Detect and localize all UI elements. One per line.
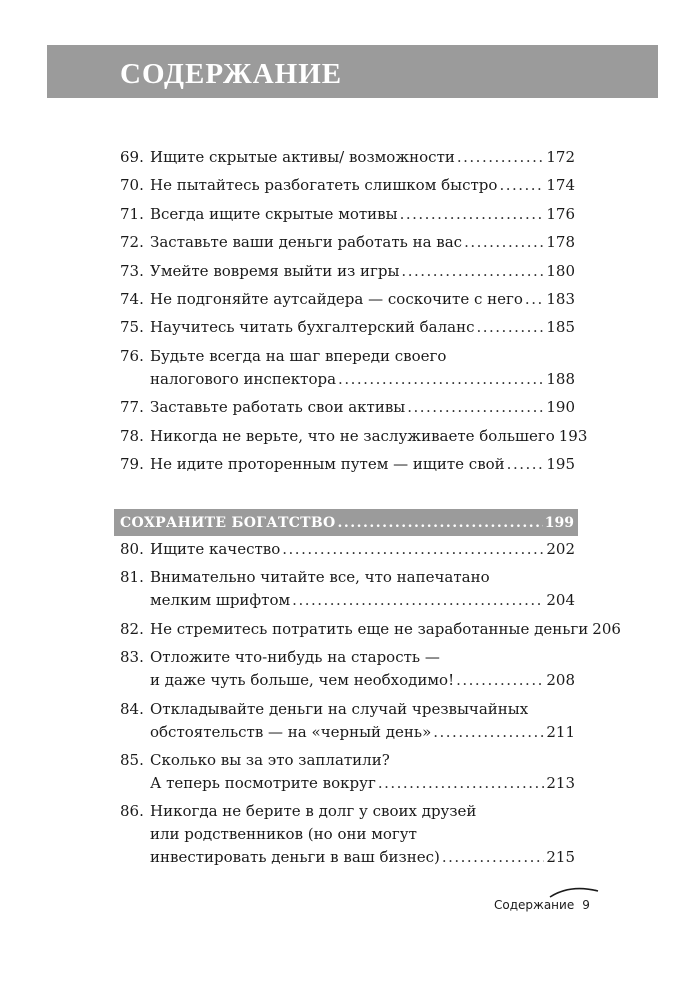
page-footer — [494, 898, 590, 912]
dot-leader — [456, 669, 544, 692]
toc-entry-number: 83. — [120, 648, 144, 667]
toc-entry — [120, 316, 575, 339]
toc-entry-page: 185 — [546, 318, 575, 337]
toc-entry-title: Ищите качество — [150, 540, 281, 558]
toc-entry-title: Откладывайте деньги на случай чрезвычайных — [150, 699, 529, 718]
toc-entry — [120, 800, 575, 869]
toc-entry — [120, 288, 575, 311]
toc-entry-title: Всегда ищите скрытые мотивы — [150, 204, 398, 223]
toc-entry-number: 71. — [120, 204, 144, 223]
page-number: 9 — [582, 898, 590, 912]
toc-entry-page: 174 — [546, 176, 575, 195]
toc-list-part1 — [120, 146, 588, 476]
toc-entry — [120, 749, 575, 795]
toc-entry-title: Будьте всегда на шаг впереди своего — [150, 346, 447, 365]
footer-label: Содержание — [494, 898, 575, 912]
toc-entry-title: Не пытайтесь разбогатеть слишком быстро — [150, 176, 498, 195]
toc-entry — [120, 618, 621, 641]
dot-leader — [464, 231, 544, 254]
toc-entry-number: 82. — [120, 619, 144, 638]
toc-entry-title: и даже чуть больше, чем необходимо! — [150, 671, 455, 690]
toc-entry-number: 75. — [120, 318, 144, 337]
toc-entry-title: Не стремитесь потратить еще не заработанные деньги — [150, 619, 589, 638]
toc-entry-number: 84. — [120, 699, 144, 718]
toc-entry-number: 70. — [120, 176, 144, 195]
toc-entry — [120, 231, 575, 254]
toc-entry — [120, 146, 575, 169]
dot-leader — [507, 453, 545, 476]
toc-entry-number: 80. — [120, 540, 144, 558]
toc-entry-number: 73. — [120, 261, 144, 280]
toc-entry — [120, 538, 575, 561]
dot-leader — [457, 146, 544, 169]
toc-entry-page: 178 — [546, 233, 575, 252]
toc-entry-number: 72. — [120, 233, 144, 252]
toc-entry-number: 77. — [120, 398, 144, 417]
dot-leader — [525, 288, 544, 311]
toc-entry-page: 208 — [546, 671, 575, 690]
toc-entry-title: Заставьте ваши деньги работать на вас — [150, 233, 463, 252]
dot-leader — [433, 721, 544, 744]
section-leader — [337, 515, 542, 531]
toc-entry-page: 180 — [546, 261, 575, 280]
toc-entry-page: 172 — [546, 148, 575, 166]
toc-entry-page: 211 — [546, 722, 575, 741]
dot-leader — [338, 368, 544, 391]
dot-leader — [476, 316, 544, 339]
toc-entry-number: 86. — [120, 802, 144, 821]
toc-entry-number: 76. — [120, 346, 144, 365]
toc-entry — [120, 566, 575, 612]
toc-entry — [120, 425, 588, 448]
toc-entry-number: 78. — [120, 426, 144, 445]
toc-entry-title: Никогда не верьте, что не заслуживаете большего — [150, 426, 555, 445]
toc-entry-title: Отложите что-нибудь на старость — — [150, 648, 440, 667]
toc-entry-number: 69. — [120, 148, 144, 166]
toc-entry-number: 79. — [120, 454, 144, 473]
section-title: СОХРАНИТЕ БОГАТСТВО — [120, 514, 336, 531]
dot-leader — [400, 203, 545, 226]
toc-entry-page: 213 — [546, 773, 575, 792]
page-title: СОДЕРЖАНИЕ — [120, 58, 343, 90]
toc-entry-page: 183 — [546, 289, 575, 308]
toc-entry-title: Не идите проторенным путем — ищите свой — [150, 454, 505, 473]
toc-entry-page: 193 — [558, 426, 588, 445]
toc-entry-title: мелким шрифтом — [150, 591, 291, 610]
toc-entry-title: налогового инспектора — [150, 369, 337, 388]
dot-leader — [378, 772, 545, 795]
toc-entry-number: 81. — [120, 568, 144, 587]
toc-entry-title: А теперь посмотрите вокруг — [150, 773, 376, 792]
section-page: 199 — [544, 514, 574, 531]
toc-entry-title: Научитесь читать бухгалтерский баланс — [150, 318, 475, 337]
toc-entry-title: Внимательно читайте все, что напечатано — [150, 568, 490, 587]
toc-entry — [120, 646, 575, 692]
toc-entry-page: 215 — [546, 848, 575, 867]
toc-entry-page: 190 — [546, 398, 575, 417]
dot-leader — [499, 174, 544, 197]
toc-entry-title: Никогда не берите в долг у своих друзей — [150, 802, 477, 821]
toc-entry-title: Не подгоняйте аутсайдера — соскочите с него — [150, 289, 523, 308]
toc-entry-page: 204 — [546, 591, 575, 610]
toc-entry — [120, 260, 575, 283]
toc-entry-page: 206 — [592, 619, 621, 638]
toc-entry-number: 85. — [120, 750, 144, 769]
dot-leader — [282, 538, 544, 561]
toc-entry-title: или родственников (но они могут — [150, 825, 417, 844]
toc-entry-page: 188 — [546, 369, 575, 388]
toc-entry — [120, 345, 575, 391]
toc-list-part2 — [120, 538, 621, 869]
toc-entry — [120, 203, 575, 226]
toc-entry-title: Ищите скрытые активы/ возможности — [150, 148, 455, 166]
toc-entry-page: 202 — [546, 540, 575, 558]
dot-leader — [401, 260, 544, 283]
toc-entry — [120, 453, 575, 476]
toc-entry — [120, 698, 575, 744]
toc-entry-title: инвестировать деньги в ваш бизнес) — [150, 848, 440, 867]
dot-leader — [407, 396, 544, 419]
toc-entry-title: обстоятельств — на «черный день» — [150, 722, 432, 741]
toc-entry-page: 195 — [546, 454, 575, 473]
toc-entry — [120, 396, 575, 419]
toc-entry-title: Заставьте работать свои активы — [150, 398, 406, 417]
toc-entry — [120, 174, 575, 197]
footer-arc-ornament — [548, 883, 600, 899]
dot-leader — [292, 589, 544, 612]
toc-entry-page: 176 — [546, 204, 575, 223]
toc-entry-title: Сколько вы за это заплатили? — [150, 750, 390, 769]
toc-entry-number: 74. — [120, 289, 144, 308]
dot-leader — [442, 846, 545, 869]
toc-entry-title: Умейте вовремя выйти из игры — [150, 261, 400, 280]
section-heading — [114, 509, 578, 536]
